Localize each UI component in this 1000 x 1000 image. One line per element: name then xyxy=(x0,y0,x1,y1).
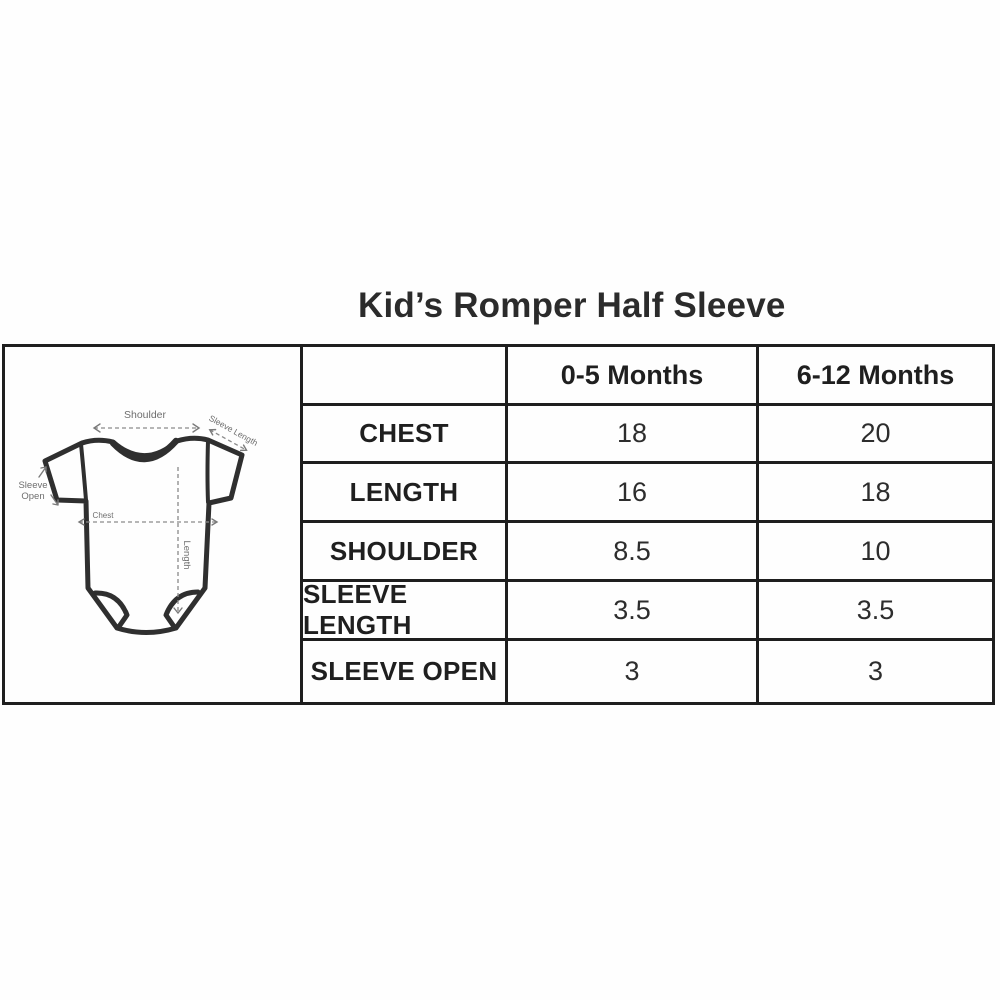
sleeve-open-label-line1: Sleeve xyxy=(18,480,48,491)
sleeve-length-label: Sleeve Length xyxy=(207,412,260,448)
left-sleeve-seam xyxy=(81,444,86,500)
romper-diagram-cell xyxy=(5,347,300,702)
page-title: Kid’s Romper Half Sleeve xyxy=(358,286,786,325)
sleeve-length-value-0-5: 3.5 xyxy=(508,582,756,638)
header-empty-cell xyxy=(303,347,505,403)
chest-label: Chest xyxy=(92,511,114,520)
sleeve-open-arrow-top xyxy=(39,467,46,477)
romper-measurement-diagram-icon xyxy=(5,347,300,702)
length-value-6-12: 18 xyxy=(759,464,992,520)
sleeve-open-value-0-5: 3 xyxy=(508,641,756,702)
sleeve-open-value-6-12: 3 xyxy=(759,641,992,702)
row-label-sleeve-open: SLEEVE OPEN xyxy=(303,641,505,702)
row-label-shoulder: SHOULDER xyxy=(303,523,505,579)
row-label-length: LENGTH xyxy=(303,464,505,520)
sleeve-length-arrow-right xyxy=(241,445,248,453)
shoulder-value-0-5: 8.5 xyxy=(508,523,756,579)
sleeve-open-label-line2: Open xyxy=(21,491,45,502)
sleeve-length-value-6-12: 3.5 xyxy=(759,582,992,638)
shoulder-label: Shoulder xyxy=(123,409,167,421)
chest-value-0-5: 18 xyxy=(508,406,756,461)
chest-value-6-12: 20 xyxy=(759,406,992,461)
row-label-sleeve-length: SLEEVE LENGTH xyxy=(303,582,505,638)
size-table xyxy=(2,344,995,705)
row-label-chest: CHEST xyxy=(303,406,505,461)
length-label: Length xyxy=(181,540,192,570)
right-sleeve-seam xyxy=(208,441,209,502)
romper-collar xyxy=(113,441,176,459)
romper-outline xyxy=(45,438,242,632)
header-col-0-5-months: 0-5 Months xyxy=(508,347,756,403)
shoulder-value-6-12: 10 xyxy=(759,523,992,579)
length-value-0-5: 16 xyxy=(508,464,756,520)
header-col-6-12-months: 6-12 Months xyxy=(759,347,992,403)
